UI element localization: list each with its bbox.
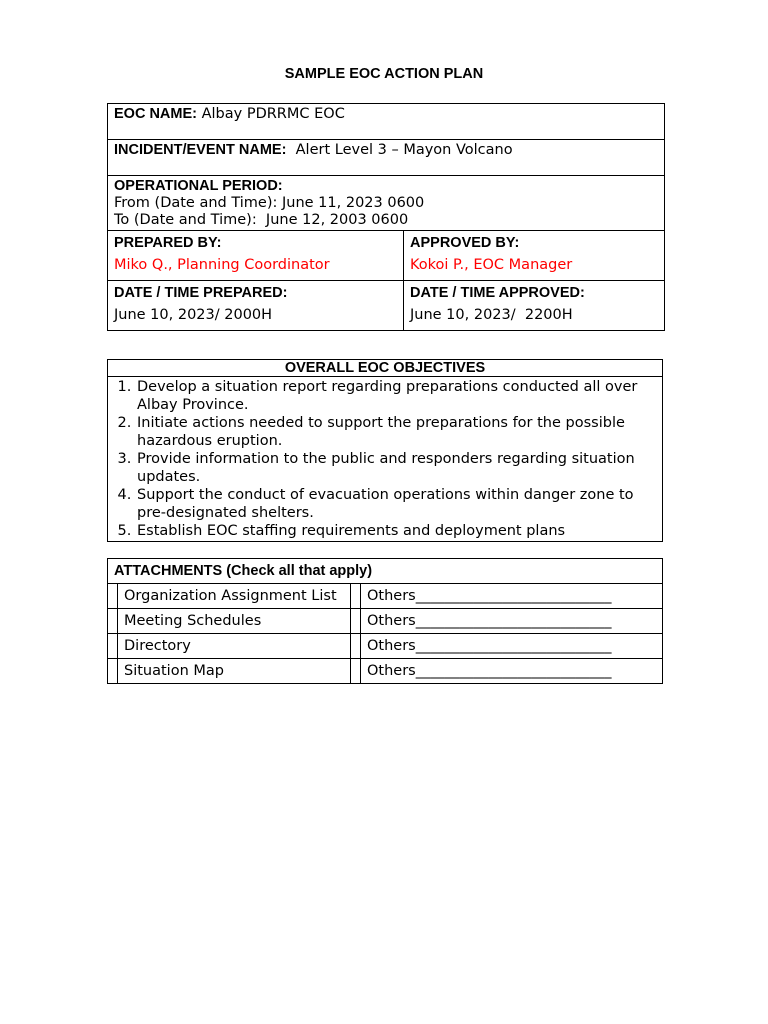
incident-cell bbox=[108, 140, 665, 176]
document-title: SAMPLE EOC ACTION PLAN bbox=[284, 66, 484, 82]
attachment-row bbox=[108, 634, 663, 659]
objective-item: 5. Establish EOC staffing requirements and deployment plans bbox=[136, 522, 658, 540]
operational-period-from: From (Date and Time): June 11, 2023 0600 bbox=[114, 195, 425, 211]
attachment-checkbox[interactable] bbox=[351, 659, 361, 684]
eoc-name-label: EOC NAME: bbox=[114, 106, 197, 122]
operational-period-cell bbox=[108, 176, 665, 231]
attachment-others-field[interactable]: Others___________________________ bbox=[361, 634, 663, 659]
objective-item: 1. Develop a situation report regarding preparations conducted all over Albay Province. bbox=[136, 378, 658, 414]
date-approved-value: June 10, 2023/ 2200H bbox=[410, 307, 573, 323]
attachment-label: Meeting Schedules bbox=[118, 609, 351, 634]
attachment-checkbox[interactable] bbox=[108, 659, 118, 684]
attachment-label: Situation Map bbox=[118, 659, 351, 684]
eoc-info-table bbox=[107, 103, 665, 331]
attachment-others-field[interactable]: Others___________________________ bbox=[361, 659, 663, 684]
objectives-list bbox=[114, 378, 658, 540]
approved-by-cell bbox=[404, 231, 665, 281]
date-prepared-label: DATE / TIME PREPARED: bbox=[114, 285, 288, 301]
prepared-by-value: Miko Q., Planning Coordinator bbox=[114, 257, 330, 273]
attachment-others-field[interactable]: Others___________________________ bbox=[361, 584, 663, 609]
attachment-checkbox[interactable] bbox=[108, 634, 118, 659]
attachment-checkbox[interactable] bbox=[351, 584, 361, 609]
objectives-table bbox=[107, 359, 663, 542]
incident-value: Alert Level 3 – Mayon Volcano bbox=[295, 142, 513, 158]
attachment-checkbox[interactable] bbox=[108, 609, 118, 634]
attachment-others-field[interactable]: Others___________________________ bbox=[361, 609, 663, 634]
attachment-checkbox[interactable] bbox=[108, 584, 118, 609]
attachment-row bbox=[108, 659, 663, 684]
prepared-by-label: PREPARED BY: bbox=[114, 235, 222, 251]
date-approved-label: DATE / TIME APPROVED: bbox=[410, 285, 585, 301]
objective-item: 2. Initiate actions needed to support the preparations for the possible hazardous eruption. bbox=[136, 414, 658, 450]
date-prepared-cell bbox=[108, 281, 404, 331]
date-approved-cell bbox=[404, 281, 665, 331]
objective-item: 3. Provide information to the public and responders regarding situation updates. bbox=[136, 450, 658, 486]
attachment-label: Organization Assignment List bbox=[118, 584, 351, 609]
objectives-heading: OVERALL EOC OBJECTIVES bbox=[108, 360, 663, 377]
attachment-row bbox=[108, 609, 663, 634]
approved-by-value: Kokoi P., EOC Manager bbox=[410, 257, 573, 273]
eoc-name-cell bbox=[108, 104, 665, 140]
attachment-label: Directory bbox=[118, 634, 351, 659]
operational-period-label: OPERATIONAL PERIOD: bbox=[114, 178, 283, 194]
objectives-cell bbox=[108, 377, 663, 542]
attachment-checkbox[interactable] bbox=[351, 609, 361, 634]
date-prepared-value: June 10, 2023/ 2000H bbox=[114, 307, 273, 323]
prepared-by-cell bbox=[108, 231, 404, 281]
attachments-heading: ATTACHMENTS (Check all that apply) bbox=[108, 559, 663, 584]
eoc-name-value: Albay PDRRMC EOC bbox=[201, 106, 345, 122]
objective-item: 4. Support the conduct of evacuation operations within danger zone to pre-designated shelters. bbox=[136, 486, 658, 522]
attachment-checkbox[interactable] bbox=[351, 634, 361, 659]
operational-period-to: To (Date and Time): June 12, 2003 0600 bbox=[114, 212, 409, 228]
attachment-row bbox=[108, 584, 663, 609]
incident-label: INCIDENT/EVENT NAME: bbox=[114, 142, 287, 158]
approved-by-label: APPROVED BY: bbox=[410, 235, 520, 251]
attachments-table bbox=[107, 558, 663, 684]
